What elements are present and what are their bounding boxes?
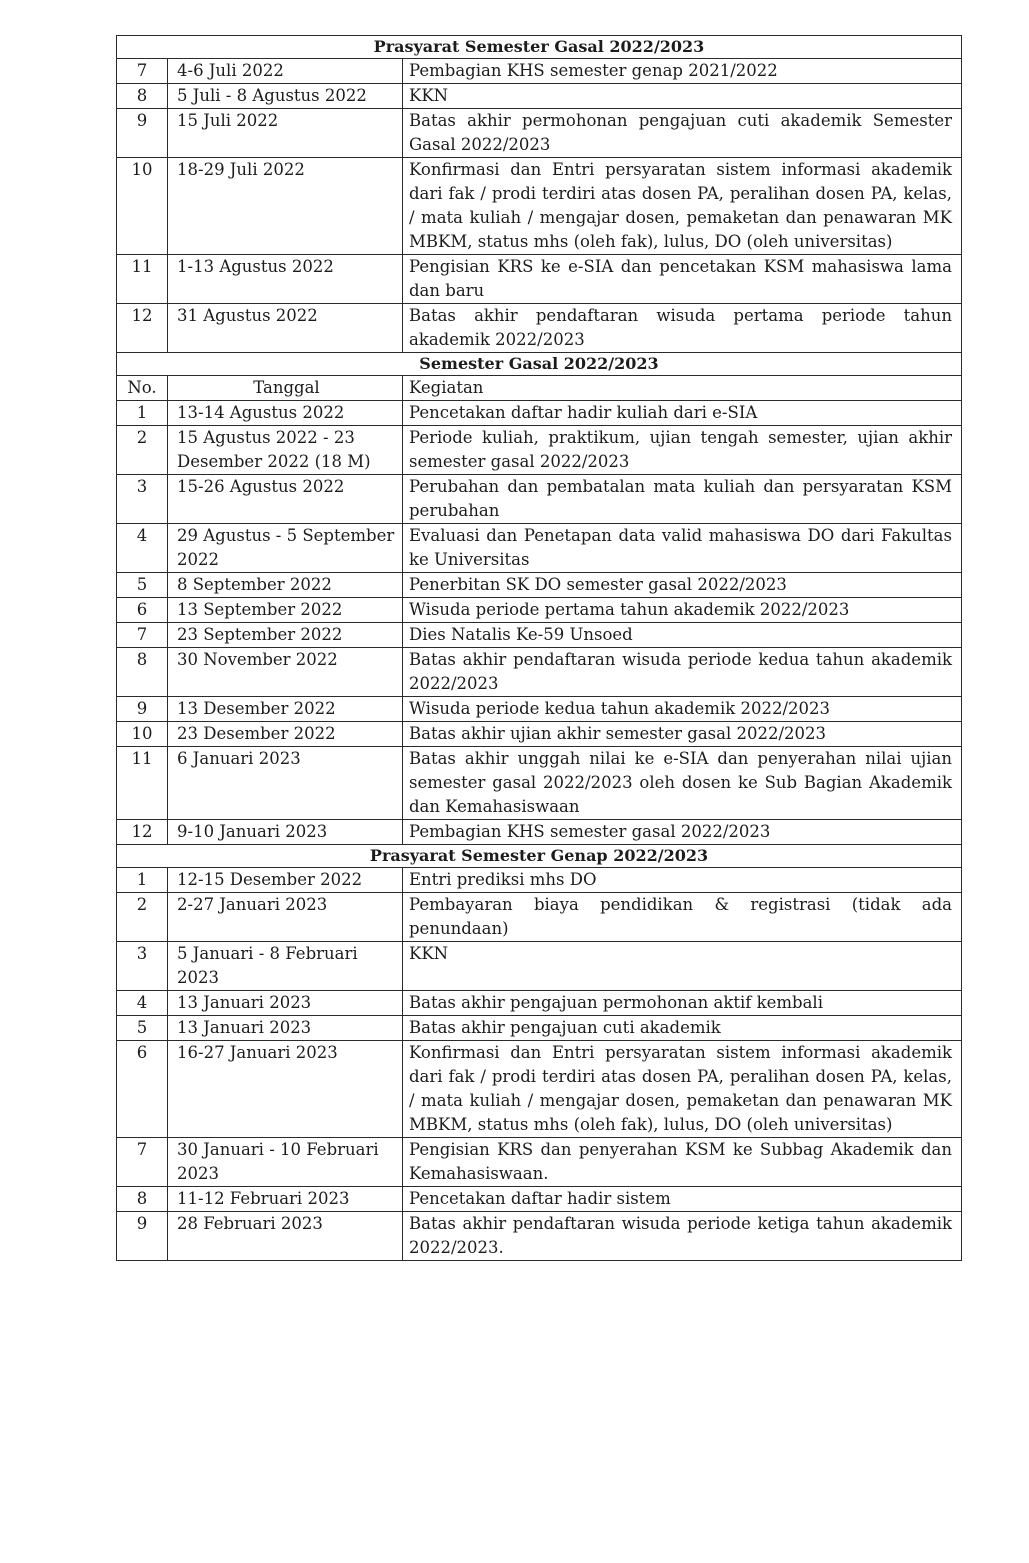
row-activity: Entri prediksi mhs DO	[403, 868, 962, 893]
row-activity: Pencetakan daftar hadir kuliah dari e-SIA	[403, 401, 962, 426]
row-number: 11	[117, 255, 168, 304]
section-title: Prasyarat Semester Genap 2022/2023	[117, 845, 962, 868]
section-title: Semester Gasal 2022/2023	[117, 353, 962, 376]
row-number: 9	[117, 1212, 168, 1261]
row-date: 13 September 2022	[168, 598, 403, 623]
row-activity: Penerbitan SK DO semester gasal 2022/2023	[403, 573, 962, 598]
row-number: 10	[117, 158, 168, 255]
row-number: 8	[117, 84, 168, 109]
row-number: 8	[117, 648, 168, 697]
row-number: 10	[117, 722, 168, 747]
section-title-row	[117, 36, 962, 59]
academic-calendar-table	[116, 35, 962, 1261]
table-row	[117, 1212, 962, 1261]
table-row	[117, 598, 962, 623]
section-title-row	[117, 845, 962, 868]
row-number: 3	[117, 942, 168, 991]
row-date: 28 Februari 2023	[168, 1212, 403, 1261]
table-row	[117, 942, 962, 991]
row-activity: Perubahan dan pembatalan mata kuliah dan persyaratan KSM perubahan	[403, 475, 962, 524]
row-activity: Evaluasi dan Penetapan data valid mahasiswa DO dari Fakultas ke Universitas	[403, 524, 962, 573]
row-date: 12-15 Desember 2022	[168, 868, 403, 893]
table-row	[117, 868, 962, 893]
row-date: 11-12 Februari 2023	[168, 1187, 403, 1212]
header-no: No.	[117, 376, 168, 401]
row-number: 5	[117, 1016, 168, 1041]
row-activity: Batas akhir pengajuan permohonan aktif kembali	[403, 991, 962, 1016]
row-number: 2	[117, 426, 168, 475]
table-row	[117, 109, 962, 158]
row-date: 23 September 2022	[168, 623, 403, 648]
row-date: 15 Juli 2022	[168, 109, 403, 158]
row-date: 15-26 Agustus 2022	[168, 475, 403, 524]
section-title: Prasyarat Semester Gasal 2022/2023	[117, 36, 962, 59]
row-date: 29 Agustus - 5 September 2022	[168, 524, 403, 573]
row-activity: Wisuda periode pertama tahun akademik 2022/2023	[403, 598, 962, 623]
row-activity: Pembayaran biaya pendidikan & registrasi (tidak ada penundaan)	[403, 893, 962, 942]
table-row	[117, 747, 962, 820]
row-number: 4	[117, 991, 168, 1016]
row-activity: Pengisian KRS dan penyerahan KSM ke Subbag Akademik dan Kemahasiswaan.	[403, 1138, 962, 1187]
table-row	[117, 401, 962, 426]
row-date: 30 Januari - 10 Februari 2023	[168, 1138, 403, 1187]
row-date: 13 Januari 2023	[168, 1016, 403, 1041]
table-row	[117, 648, 962, 697]
column-header-row	[117, 376, 962, 401]
row-date: 18-29 Juli 2022	[168, 158, 403, 255]
row-number: 9	[117, 697, 168, 722]
row-activity: Batas akhir pendaftaran wisuda pertama periode tahun akademik 2022/2023	[403, 304, 962, 353]
row-activity: Pembagian KHS semester genap 2021/2022	[403, 59, 962, 84]
row-activity: Pembagian KHS semester gasal 2022/2023	[403, 820, 962, 845]
table-row	[117, 524, 962, 573]
table-row	[117, 1041, 962, 1138]
row-date: 13 Desember 2022	[168, 697, 403, 722]
row-number: 12	[117, 820, 168, 845]
table-row	[117, 893, 962, 942]
table-row	[117, 475, 962, 524]
table-row	[117, 59, 962, 84]
row-date: 5 Juli - 8 Agustus 2022	[168, 84, 403, 109]
table-row	[117, 426, 962, 475]
row-number: 6	[117, 1041, 168, 1138]
row-date: 6 Januari 2023	[168, 747, 403, 820]
row-activity: Batas akhir permohonan pengajuan cuti akademik Semester Gasal 2022/2023	[403, 109, 962, 158]
academic-calendar-body	[117, 36, 962, 1261]
row-number: 1	[117, 868, 168, 893]
row-date: 13-14 Agustus 2022	[168, 401, 403, 426]
row-activity: Dies Natalis Ke-59 Unsoed	[403, 623, 962, 648]
table-row	[117, 1187, 962, 1212]
table-row	[117, 722, 962, 747]
row-date: 13 Januari 2023	[168, 991, 403, 1016]
table-row	[117, 820, 962, 845]
row-number: 5	[117, 573, 168, 598]
row-date: 16-27 Januari 2023	[168, 1041, 403, 1138]
row-number: 4	[117, 524, 168, 573]
row-activity: Batas akhir pendaftaran wisuda periode kedua tahun akademik 2022/2023	[403, 648, 962, 697]
row-number: 8	[117, 1187, 168, 1212]
row-number: 12	[117, 304, 168, 353]
row-date: 4-6 Juli 2022	[168, 59, 403, 84]
table-row	[117, 84, 962, 109]
row-date: 1-13 Agustus 2022	[168, 255, 403, 304]
row-activity: KKN	[403, 84, 962, 109]
table-row	[117, 304, 962, 353]
table-row	[117, 991, 962, 1016]
header-activity: Kegiatan	[403, 376, 962, 401]
row-activity: Pencetakan daftar hadir sistem	[403, 1187, 962, 1212]
row-number: 1	[117, 401, 168, 426]
table-row	[117, 623, 962, 648]
row-date: 2-27 Januari 2023	[168, 893, 403, 942]
section-title-row	[117, 353, 962, 376]
row-number: 2	[117, 893, 168, 942]
row-activity: KKN	[403, 942, 962, 991]
row-activity: Batas akhir unggah nilai ke e-SIA dan penyerahan nilai ujian semester gasal 2022/2023 oleh dosen ke Sub Bagian Akademik dan Kemahasiswaan	[403, 747, 962, 820]
row-date: 30 November 2022	[168, 648, 403, 697]
row-date: 9-10 Januari 2023	[168, 820, 403, 845]
row-activity: Batas akhir pendaftaran wisuda periode ketiga tahun akademik 2022/2023.	[403, 1212, 962, 1261]
row-number: 7	[117, 59, 168, 84]
row-number: 11	[117, 747, 168, 820]
table-row	[117, 573, 962, 598]
row-number: 7	[117, 623, 168, 648]
row-date: 8 September 2022	[168, 573, 403, 598]
row-activity: Pengisian KRS ke e-SIA dan pencetakan KSM mahasiswa lama dan baru	[403, 255, 962, 304]
row-date: 15 Agustus 2022 - 23 Desember 2022 (18 M)	[168, 426, 403, 475]
row-activity: Konfirmasi dan Entri persyaratan sistem informasi akademik dari fak / prodi terdiri atas dosen PA, peralihan dosen PA, kelas, / mata kuliah / mengajar dosen, pemaketan dan penawaran MK MBKM, status mhs (oleh fak), lulus, DO (oleh universitas)	[403, 158, 962, 255]
row-activity: Konfirmasi dan Entri persyaratan sistem informasi akademik dari fak / prodi terdiri atas dosen PA, peralihan dosen PA, kelas, / mata kuliah / mengajar dosen, pemaketan dan penawaran MK MBKM, status mhs (oleh fak), lulus, DO (oleh universitas)	[403, 1041, 962, 1138]
row-number: 6	[117, 598, 168, 623]
row-date: 5 Januari - 8 Februari 2023	[168, 942, 403, 991]
row-date: 31 Agustus 2022	[168, 304, 403, 353]
table-row	[117, 697, 962, 722]
row-date: 23 Desember 2022	[168, 722, 403, 747]
row-activity: Periode kuliah, praktikum, ujian tengah semester, ujian akhir semester gasal 2022/2023	[403, 426, 962, 475]
table-row	[117, 1138, 962, 1187]
row-number: 3	[117, 475, 168, 524]
table-row	[117, 255, 962, 304]
table-row	[117, 1016, 962, 1041]
row-activity: Batas akhir ujian akhir semester gasal 2022/2023	[403, 722, 962, 747]
row-number: 9	[117, 109, 168, 158]
row-number: 7	[117, 1138, 168, 1187]
header-date: Tanggal	[168, 376, 403, 401]
row-activity: Wisuda periode kedua tahun akademik 2022/2023	[403, 697, 962, 722]
table-row	[117, 158, 962, 255]
row-activity: Batas akhir pengajuan cuti akademik	[403, 1016, 962, 1041]
